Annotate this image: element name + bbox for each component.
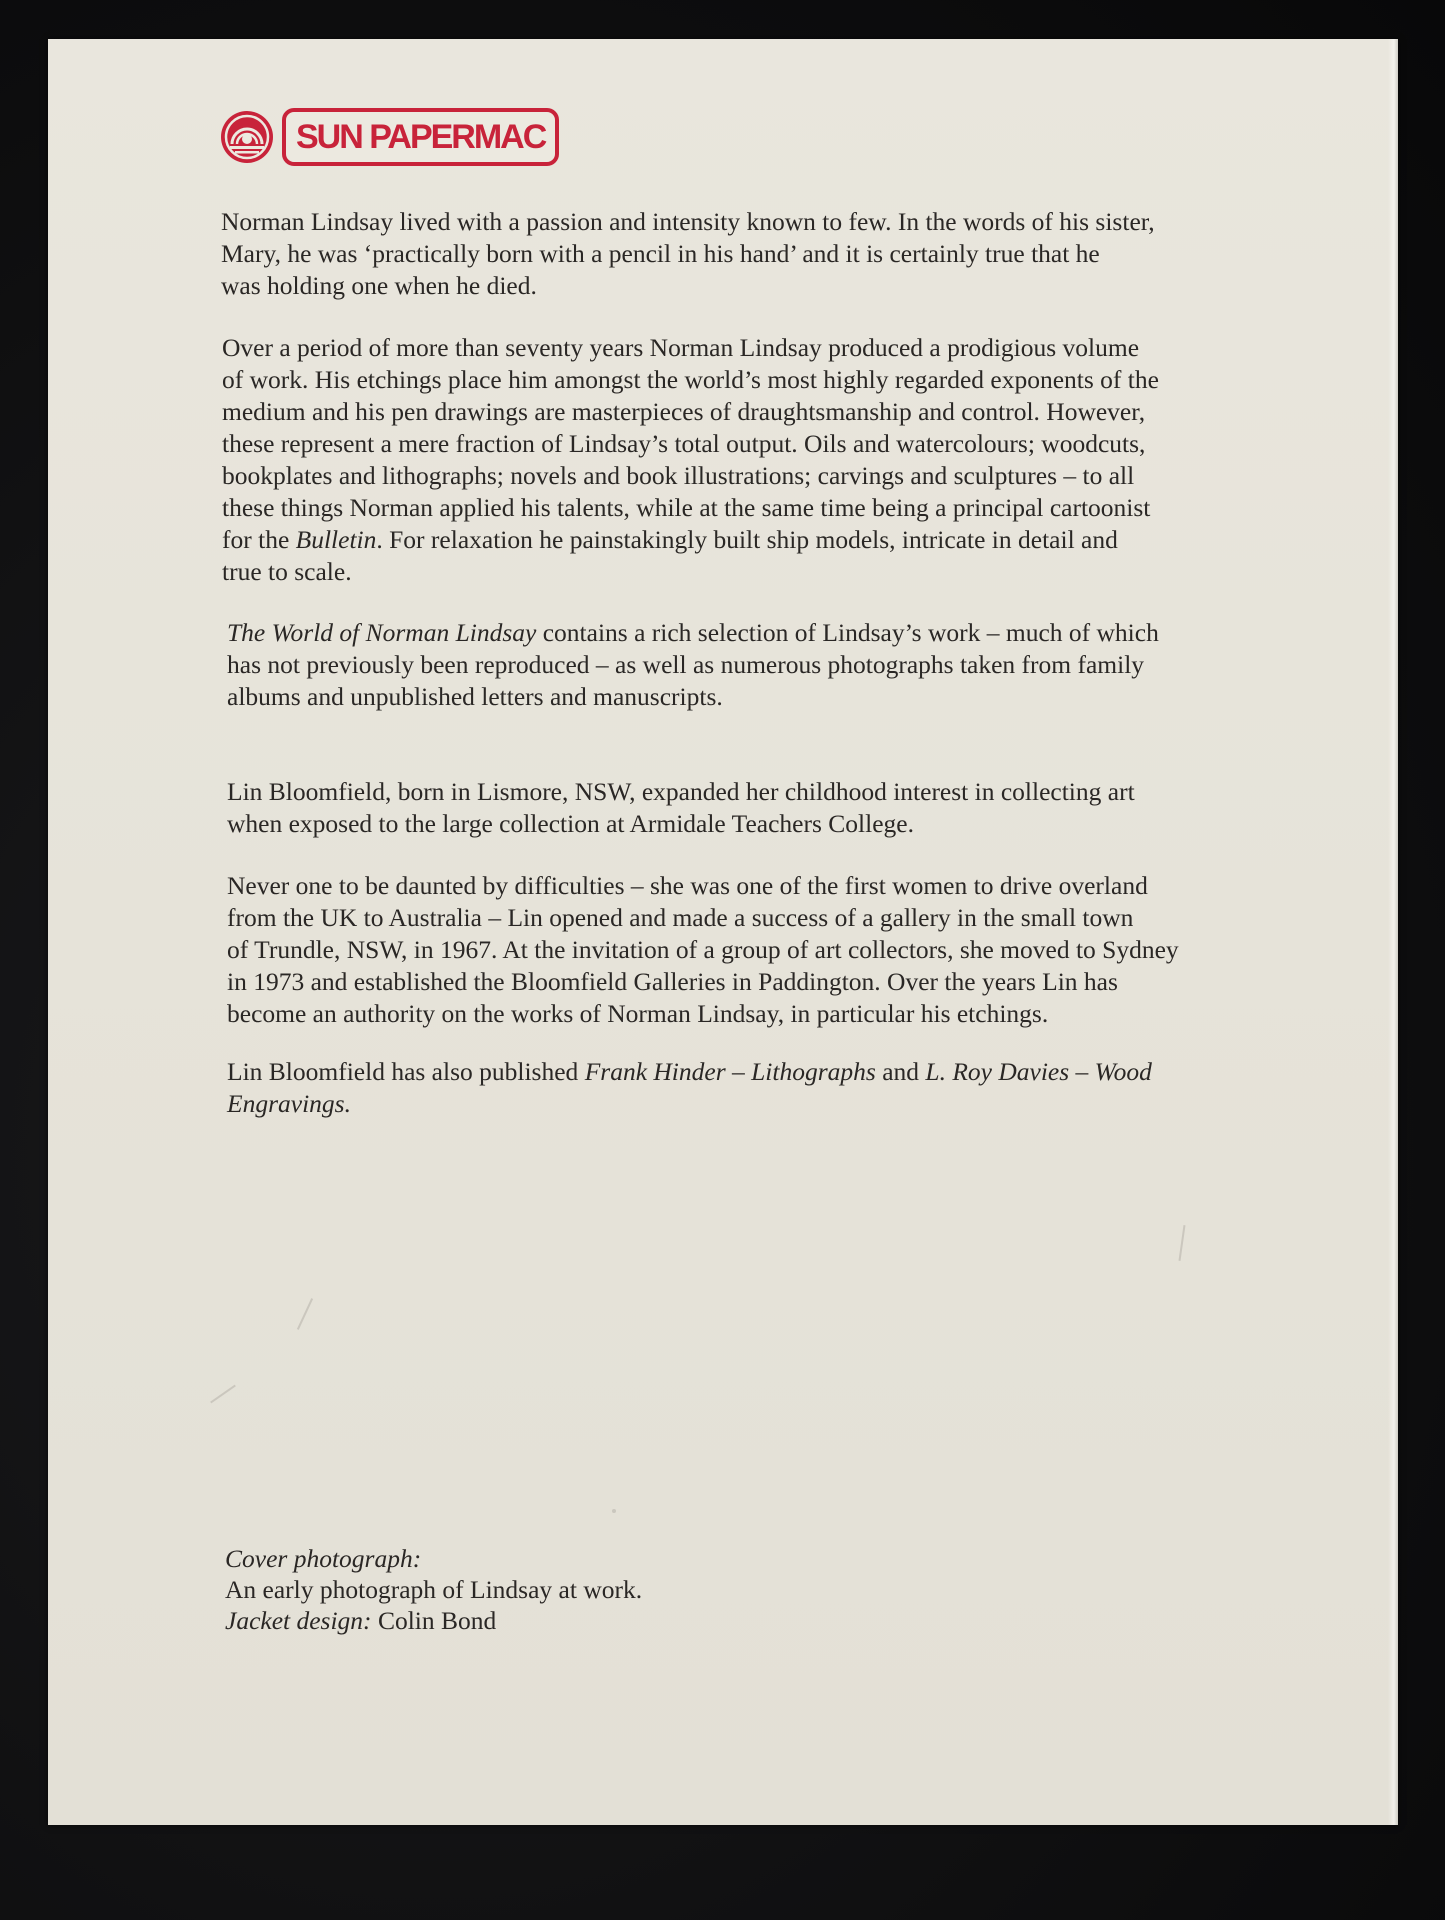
text-line: medium and his pen drawings are masterpieces of draughtsmanship and control. However, — [222, 397, 1146, 426]
book-back-cover — [48, 39, 1398, 1825]
text-line — [227, 1056, 1152, 1088]
text-line — [222, 524, 1159, 556]
text-line: in 1973 and established the Bloomfield Galleries in Paddington. Over the years Lin has — [227, 967, 1118, 996]
text-line: Never one to be daunted by difficulties – she was one of the first women to drive overland — [227, 871, 1148, 900]
publication-title: L. Roy Davies – Wood — [925, 1057, 1152, 1086]
surface-scratch — [612, 1509, 616, 1513]
text-line: these represent a mere fraction of Lindsay’s total output. Oils and watercolours; woodcuts, — [222, 429, 1146, 458]
publication-title: Frank Hinder – Lithographs — [584, 1057, 876, 1086]
text-line — [227, 617, 1159, 649]
text-line: of work. His etchings place him amongst the world’s most highly regarded exponents of the — [222, 365, 1159, 394]
author-bio-paragraph-2 — [227, 870, 1179, 1030]
text-line: these things Norman applied his talents, while at the same time being a principal cartoonist — [222, 493, 1151, 522]
text-segment: . For relaxation he painstakingly built ship models, intricate in detail and — [376, 525, 1118, 554]
text-line: has not previously been reproduced – as well as numerous photographs taken from family — [227, 650, 1145, 679]
blurb-paragraph-2 — [222, 332, 1159, 588]
cover-photo-caption: An early photograph of Lindsay at work. — [225, 1575, 643, 1604]
surface-scratch — [297, 1298, 313, 1330]
text-line: was holding one when he died. — [221, 271, 537, 300]
author-bio-paragraph-3 — [227, 1056, 1152, 1120]
publication-title: Bulletin — [295, 525, 377, 554]
jacket-design-label: Jacket design: — [225, 1606, 372, 1635]
sun-emblem-icon — [218, 108, 276, 166]
text-line: when exposed to the large collection at Armidale Teachers College. — [227, 809, 914, 838]
text-line: become an authority on the works of Norman Lindsay, in particular his etchings. — [227, 999, 1049, 1028]
text-line: Engravings. — [227, 1089, 351, 1118]
text-line: of Trundle, NSW, in 1967. At the invitation of a group of art collectors, she moved to Sydney — [227, 935, 1179, 964]
surface-scratch — [1179, 1225, 1186, 1261]
jacket-designer: Colin Bond — [371, 1606, 497, 1635]
book-title: The World of Norman Lindsay — [227, 618, 537, 647]
text-line: Over a period of more than seventy years Norman Lindsay produced a prodigious volume — [222, 333, 1140, 362]
blurb-paragraph-1 — [221, 206, 1155, 302]
author-bio-paragraph-1 — [227, 776, 1135, 840]
text-segment: Lin Bloomfield has also published — [227, 1057, 585, 1086]
text-line: Lin Bloomfield, born in Lismore, NSW, expanded her childhood interest in collecting art — [227, 777, 1135, 806]
text-line: from the UK to Australia – Lin opened and made a success of a gallery in the small town — [227, 903, 1134, 932]
text-line: Mary, he was ‘practically born with a pencil in his hand’ and it is certainly true that he — [221, 239, 1100, 268]
text-segment: for the — [222, 525, 296, 554]
publisher-wordmark — [282, 108, 559, 166]
text-line: albums and unpublished letters and manuscripts. — [227, 682, 723, 711]
publisher-logo — [218, 105, 559, 169]
blurb-paragraph-3 — [227, 617, 1159, 713]
text-line: Norman Lindsay lived with a passion and intensity known to few. In the words of his sister, — [221, 207, 1155, 236]
cover-credits — [225, 1543, 642, 1636]
cover-edge — [1388, 39, 1398, 1825]
jacket-design-credit — [225, 1605, 642, 1636]
cover-photo-label: Cover photograph: — [225, 1544, 422, 1573]
publisher-name: SUN PAPERMAC — [296, 118, 546, 156]
surface-scratch — [210, 1385, 236, 1404]
text-line: bookplates and lithographs; novels and book illustrations; carvings and sculptures – to all — [222, 461, 1135, 490]
text-segment: and — [875, 1057, 926, 1086]
text-segment: contains a rich selection of Lindsay’s work – much of which — [536, 618, 1159, 647]
text-line: true to scale. — [222, 557, 352, 586]
